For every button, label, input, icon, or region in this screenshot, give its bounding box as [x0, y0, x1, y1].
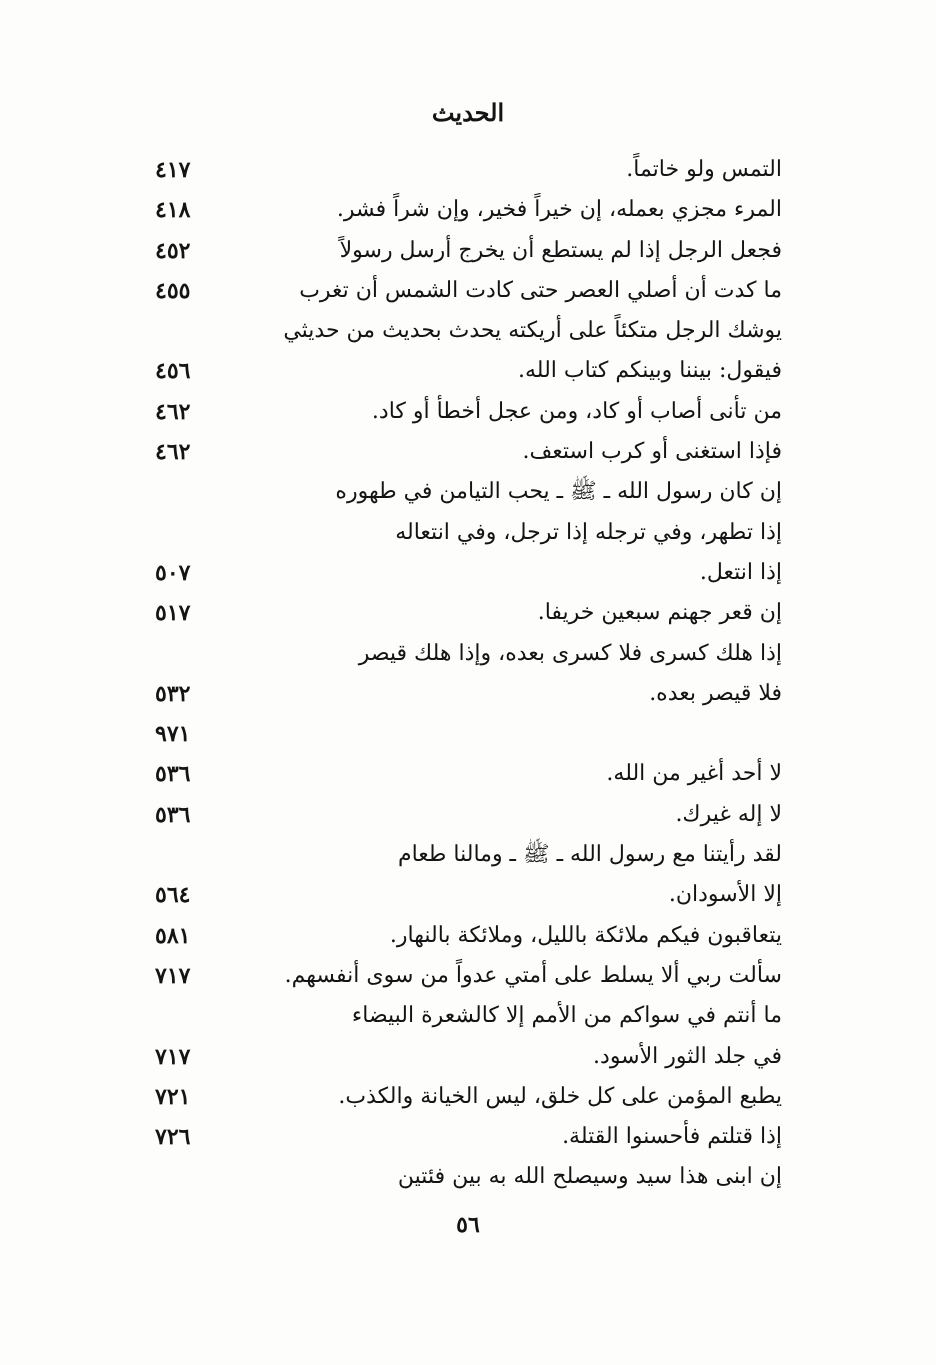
- hadith-text: إذا هلك كسرى فلا كسرى بعده، وإذا هلك قيصر: [358, 640, 782, 666]
- page-reference: ٧١٧: [155, 962, 191, 989]
- index-entry: [0, 1077, 936, 1117]
- index-entry: [0, 714, 936, 754]
- hadith-text: التمس ولو خاتماً.: [626, 157, 782, 182]
- page-reference: ٤٥٥: [155, 277, 191, 304]
- index-entry: [0, 271, 936, 311]
- index-entry: [0, 1157, 936, 1197]
- page-reference: ٥٠٧: [155, 559, 191, 586]
- index-entry: [0, 150, 936, 190]
- hadith-text: يطبع المؤمن على كل خلق، ليس الخيانة والكذب.: [338, 1083, 782, 1109]
- index-entry: [0, 513, 936, 553]
- index-entry: [0, 795, 936, 835]
- index-entry: [0, 190, 936, 230]
- index-entry: [0, 432, 936, 472]
- index-entry: [0, 392, 936, 432]
- hadith-text: سألت ربي ألا يسلط على أمتي عدواً من سوى أنفسهم.: [284, 962, 782, 988]
- page-reference: ٥٣٦: [155, 801, 191, 828]
- hadith-index-list: [0, 150, 936, 1198]
- index-entry: [0, 875, 936, 915]
- index-entry: [0, 311, 936, 351]
- index-entry: [0, 996, 936, 1036]
- page-reference: ٥٣٢: [155, 680, 191, 707]
- hadith-text: إن كان رسول الله ـ ﷺ ـ يحب التيامن في طهوره: [335, 479, 782, 505]
- hadith-text: لقد رأيتنا مع رسول الله ـ ﷺ ـ ومالنا طعام: [397, 842, 782, 868]
- hadith-text: لا إله غيرك.: [675, 801, 782, 827]
- hadith-text: لا أحد أغير من الله.: [606, 761, 782, 787]
- page-number: ٥٦: [456, 1212, 480, 1238]
- hadith-text: إذا تطهر، وفي ترجله إذا ترجل، وفي انتعاله: [395, 519, 782, 545]
- page-reference: ٩٧١: [155, 721, 191, 748]
- hadith-text: إلا الأسودان.: [668, 882, 782, 908]
- page-header: الحديث: [431, 98, 505, 127]
- hadith-text: المرء مجزي بعمله، إن خيراً فخير، وإن شراً فشر.: [336, 197, 782, 223]
- hadith-text: إن ابنى هذا سيد وسيصلح الله به بين فئتين: [397, 1164, 782, 1190]
- index-entry: [0, 1037, 936, 1077]
- hadith-text: يتعاقبون فيكم ملائكة بالليل، وملائكة بالنهار.: [389, 922, 782, 948]
- page-reference: ٤٥٢: [155, 237, 191, 264]
- index-entry: [0, 754, 936, 794]
- hadith-text: ما كدت أن أصلي العصر حتى كادت الشمس أن تغرب: [299, 277, 782, 303]
- hadith-text: فلا قيصر بعده.: [649, 680, 782, 706]
- page-reference: ٤٦٢: [155, 439, 191, 466]
- page-reference: ٧٢١: [155, 1083, 191, 1110]
- hadith-text: من تأنى أصاب أو كاد، ومن عجل أخطأ أو كاد.: [371, 398, 782, 424]
- page-reference: ٧٢٦: [155, 1124, 191, 1151]
- page-reference: ٧١٧: [155, 1043, 191, 1070]
- hadith-text: إذا قتلتم فأحسنوا القتلة.: [562, 1124, 782, 1150]
- hadith-text: ما أنتم في سواكم من الأمم إلا كالشعرة البيضاء: [351, 1003, 782, 1029]
- page-reference: ٥٦٤: [155, 882, 191, 909]
- page-reference: ٥١٧: [155, 600, 191, 627]
- index-entry: [0, 916, 936, 956]
- hadith-text: فإذا استغنى أو كرب استعف.: [522, 439, 782, 465]
- hadith-text: فيقول: بيننا وبينكم كتاب الله.: [518, 358, 782, 384]
- page-reference: ٤١٨: [155, 197, 191, 224]
- page-reference: ٤٦٢: [155, 398, 191, 425]
- index-entry: [0, 634, 936, 674]
- index-entry: [0, 835, 936, 875]
- index-entry: [0, 351, 936, 391]
- page-reference: ٥٨١: [155, 922, 191, 949]
- index-entry: [0, 231, 936, 271]
- page-reference: ٥٣٦: [155, 761, 191, 788]
- hadith-text: إذا انتعل.: [699, 559, 782, 585]
- index-entry: [0, 1117, 936, 1157]
- page-reference: ٤١٧: [155, 157, 191, 183]
- index-entry: [0, 593, 936, 633]
- hadith-text: فجعل الرجل إذا لم يستطع أن يخرج أرسل رسولاً: [339, 237, 782, 263]
- page-reference: ٤٥٦: [155, 358, 191, 385]
- hadith-text: في جلد الثور الأسود.: [593, 1043, 782, 1069]
- index-entry: [0, 472, 936, 512]
- hadith-text: إن قعر جهنم سبعين خريفا.: [537, 600, 782, 626]
- index-entry: [0, 674, 936, 714]
- index-entry: [0, 956, 936, 996]
- index-entry: [0, 553, 936, 593]
- hadith-text: يوشك الرجل متكئاً على أريكته يحدث بحديث من حديثي: [283, 318, 782, 344]
